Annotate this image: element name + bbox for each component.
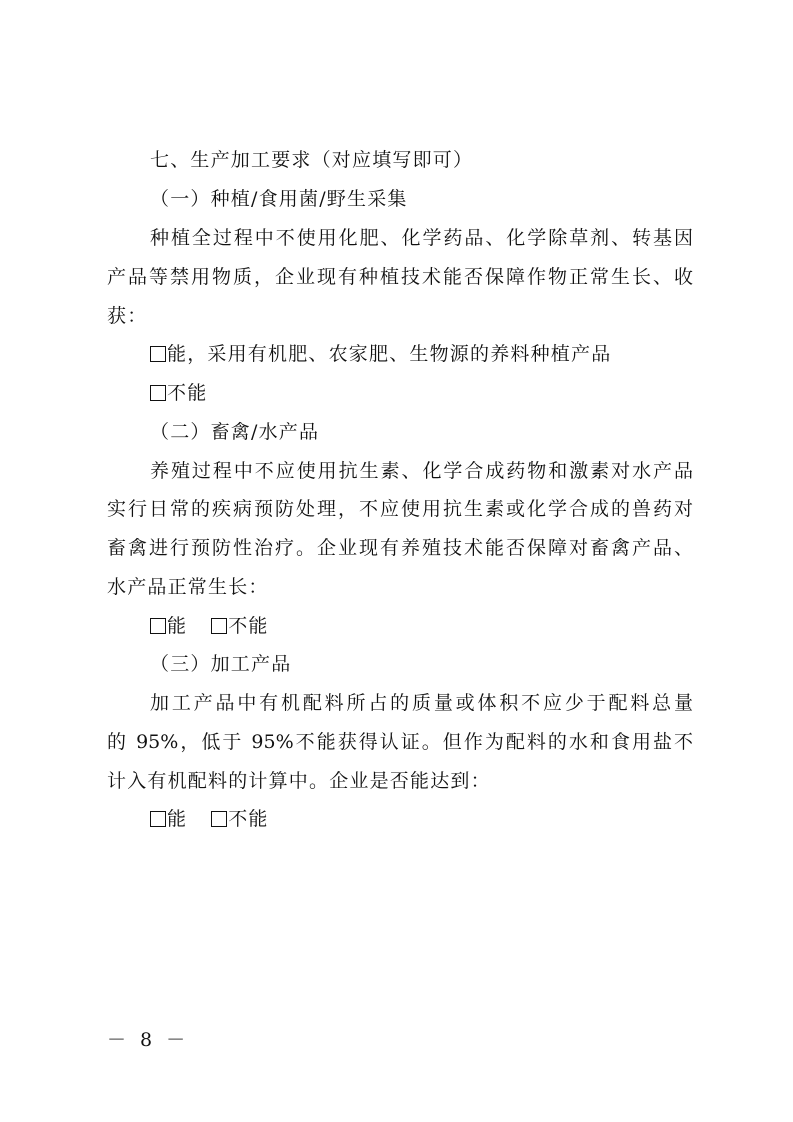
- planting-question-line-2: 产品等禁用物质，企业现有种植技术能否保障作物正常生长、收: [107, 266, 693, 288]
- processing-option-yes[interactable]: [150, 807, 187, 831]
- checkbox-icon[interactable]: [211, 811, 227, 827]
- processing-option-no-label: 不能: [228, 808, 269, 830]
- page-number: － 8 －: [107, 1029, 190, 1051]
- planting-heading: （一）种植/食用菌/野生采集: [150, 188, 408, 210]
- processing-question-line-1: 加工产品中有机配料所占的质量或体积不应少于配料总量: [150, 692, 693, 714]
- planting-option-yes[interactable]: [150, 342, 611, 366]
- processing-heading: （三）加工产品: [150, 653, 292, 675]
- processing-question-line-3: 计入有机配料的计算中。企业是否能达到：: [107, 770, 491, 792]
- livestock-option-yes-label: 能: [167, 615, 188, 637]
- livestock-options: [150, 614, 269, 638]
- livestock-option-no-label: 不能: [228, 615, 269, 637]
- checkbox-icon[interactable]: [211, 618, 227, 634]
- processing-question-line-2: 的 95%，低于 95%不能获得认证。但作为配料的水和食用盐不: [107, 731, 693, 753]
- livestock-question-line-4: 水产品正常生长：: [107, 576, 269, 598]
- processing-option-no[interactable]: [211, 807, 268, 831]
- planting-question-line-1: 种植全过程中不使用化肥、化学药品、化学除草剂、转基因: [150, 227, 693, 249]
- checkbox-icon[interactable]: [150, 346, 166, 362]
- processing-option-yes-label: 能: [167, 808, 188, 830]
- planting-option-no[interactable]: [150, 381, 207, 405]
- planting-question-line-3: 获：: [107, 305, 148, 327]
- section-heading: 七、生产加工要求（对应填写即可）: [150, 149, 474, 171]
- livestock-question-line-2: 实行日常的疾病预防处理，不应使用抗生素或化学合成的兽药对: [107, 498, 693, 520]
- checkbox-icon[interactable]: [150, 618, 166, 634]
- livestock-question-line-1: 养殖过程中不应使用抗生素、化学合成药物和激素对水产品: [150, 460, 693, 482]
- livestock-heading: （二）畜禽/水产品: [150, 421, 320, 443]
- planting-option-no-label: 不能: [167, 382, 208, 404]
- livestock-option-yes[interactable]: [150, 614, 187, 638]
- planting-option-yes-label: 能，采用有机肥、农家肥、生物源的养料种植产品: [167, 343, 612, 365]
- checkbox-icon[interactable]: [150, 385, 166, 401]
- checkbox-icon[interactable]: [150, 811, 166, 827]
- livestock-option-no[interactable]: [211, 614, 268, 638]
- processing-options: [150, 807, 269, 831]
- livestock-question-line-3: 畜禽进行预防性治疗。企业现有养殖技术能否保障对畜禽产品、: [107, 537, 693, 559]
